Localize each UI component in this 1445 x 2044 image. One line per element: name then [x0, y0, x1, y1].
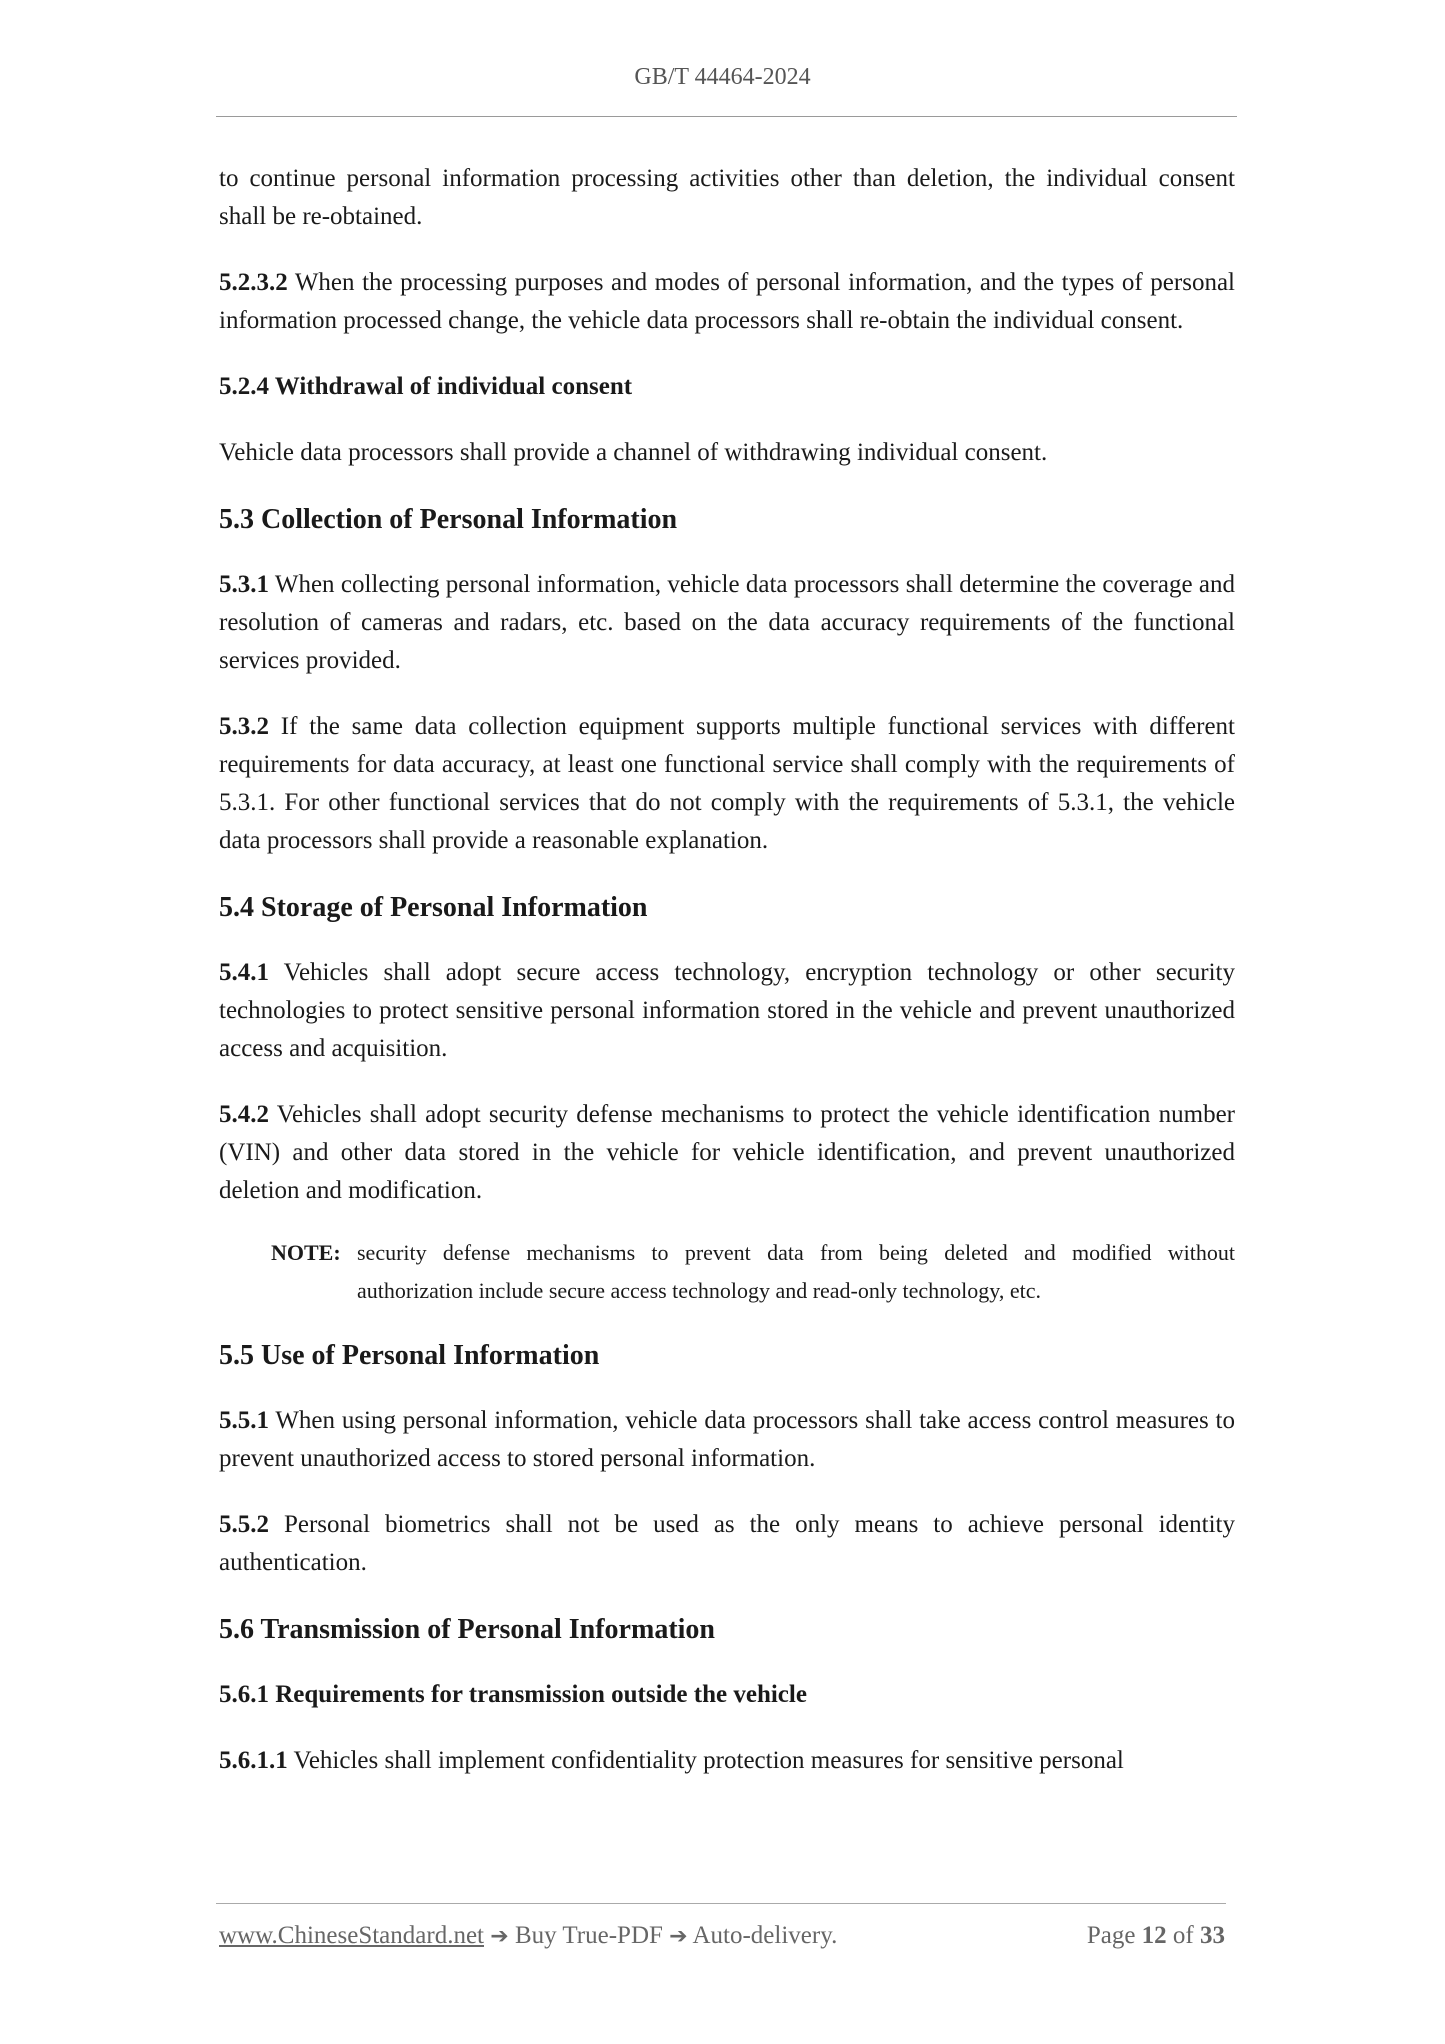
- page-word: Page: [1086, 1922, 1142, 1949]
- clause-text: Vehicles shall adopt security defense mechanisms to protect the vehicle identification number (VIN) and other data stored in the vehicle for vehicle identification, and prevent unauthorized deletion and modification.: [219, 1101, 1235, 1204]
- page-indicator: [1087, 1922, 1225, 1950]
- section-heading-5-6: 5.6 Transmission of Personal Information: [219, 1614, 715, 1645]
- clause-5-4-1: [219, 954, 1235, 1068]
- clause-number: 5.3.1: [219, 571, 269, 598]
- clause-number: 5.5.1: [219, 1407, 269, 1434]
- arrow-right-icon: ➔: [669, 1924, 688, 1949]
- paragraph-text: to continue personal information processing activities other than deletion, the individual consent shall be re-obtained.: [219, 165, 1235, 230]
- clause-5-3-1: [219, 566, 1235, 680]
- clause-5-5-1: [219, 1402, 1235, 1478]
- subheading-5-6-1: 5.6.1 Requirements for transmission outside the vehicle: [219, 1681, 807, 1708]
- paragraph-withdrawal-channel: [219, 434, 1235, 472]
- total-page-number: 33: [1200, 1922, 1225, 1949]
- clause-5-6-1-1: [219, 1742, 1235, 1780]
- buy-text: Buy True-PDF: [508, 1922, 670, 1949]
- of-word: of: [1166, 1922, 1200, 1949]
- delivery-text: Auto-delivery.: [687, 1922, 838, 1949]
- section-heading-5-4: 5.4 Storage of Personal Information: [219, 892, 648, 923]
- clause-5-4-2: [219, 1096, 1235, 1210]
- clause-number: 5.5.2: [219, 1511, 269, 1538]
- clause-number: 5.6.1.1: [219, 1747, 288, 1774]
- clause-number: 5.4.2: [219, 1101, 269, 1128]
- section-heading-5-5: 5.5 Use of Personal Information: [219, 1340, 600, 1371]
- clause-text: When using personal information, vehicle data processors shall take access control measures to prevent unauthorized access to stored personal information.: [219, 1407, 1235, 1472]
- clause-5-3-2: [219, 708, 1235, 860]
- clause-number: 5.4.1: [219, 959, 269, 986]
- current-page-number: 12: [1141, 1922, 1167, 1949]
- note-text: security defense mechanisms to prevent data from being deleted and modified without authorization include secure access technology and read-only technology, etc.: [357, 1240, 1235, 1303]
- paragraph-text: Vehicle data processors shall provide a channel of withdrawing individual consent.: [219, 439, 1048, 466]
- document-body: [219, 160, 1235, 1808]
- clause-5-5-2: [219, 1506, 1235, 1582]
- note-label: NOTE:: [271, 1240, 341, 1265]
- clause-text: When the processing purposes and modes of personal information, and the types of personal information processed change, the vehicle data processors shall re-obtain the individual consent.: [219, 269, 1235, 334]
- footer-divider: [216, 1903, 1226, 1904]
- footer-promo: [219, 1922, 837, 1950]
- clause-text: When collecting personal information, vehicle data processors shall determine the coverage and resolution of cameras and radars, etc. based on the data accuracy requirements of the functional services provided.: [219, 571, 1235, 674]
- clause-5-2-3-2: [219, 264, 1235, 340]
- clause-number: 5.2.3.2: [219, 269, 288, 296]
- arrow-right-icon: ➔: [490, 1924, 509, 1949]
- clause-text: Personal biometrics shall not be used as the only means to achieve personal identity authentication.: [219, 1511, 1235, 1576]
- note-block: [271, 1234, 1235, 1310]
- clause-text: Vehicles shall implement confidentiality protection measures for sensitive personal: [287, 1747, 1124, 1774]
- header-divider: [216, 116, 1237, 117]
- site-link[interactable]: www.ChineseStandard.net: [219, 1922, 484, 1949]
- subheading-5-2-4: 5.2.4 Withdrawal of individual consent: [219, 373, 633, 400]
- clause-number: 5.3.2: [219, 713, 269, 740]
- document-header-standard-number: GB/T 44464-2024: [634, 64, 811, 90]
- section-heading-5-3: 5.3 Collection of Personal Information: [219, 504, 678, 535]
- paragraph-continuation: [219, 160, 1235, 236]
- clause-text: If the same data collection equipment supports multiple functional services with different requirements for data accuracy, at least one functional service shall comply with the requirements of 5.3.1. For other functional services that do not comply with the requirements of 5.3.1, the vehicle data processors shall provide a reasonable explanation.: [219, 713, 1235, 854]
- clause-text: Vehicles shall adopt secure access technology, encryption technology or other security technologies to protect sensitive personal information stored in the vehicle and prevent unauthorized access and acquisition.: [219, 959, 1235, 1062]
